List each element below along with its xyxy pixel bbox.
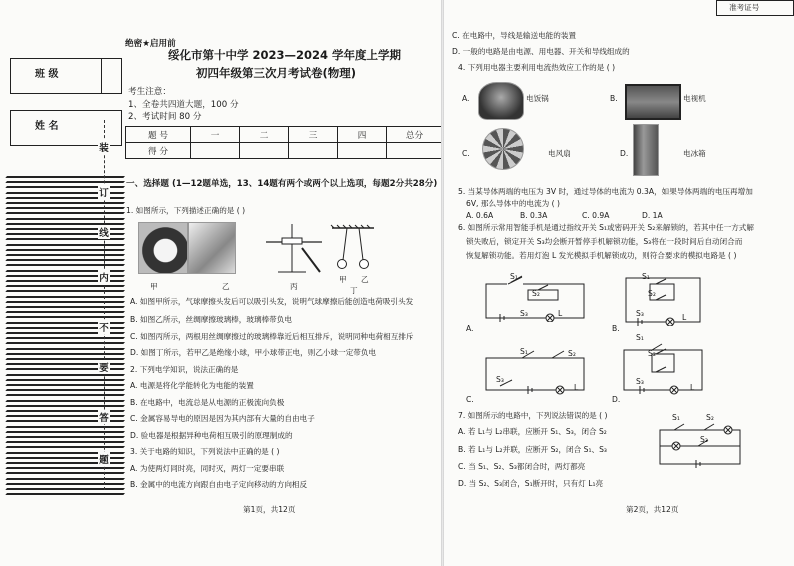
page-fold — [441, 0, 444, 566]
binding-stripe — [5, 348, 125, 350]
admit-number-box — [716, 0, 794, 16]
fig-jia-photo — [138, 222, 188, 274]
circuit-c-s3: S₃ — [496, 375, 504, 384]
binding-stripe — [5, 212, 125, 214]
q7-circuit-s2: S₂ — [706, 413, 714, 422]
binding-char: 内 — [98, 270, 110, 284]
q4-option-a-letter[interactable]: A. — [462, 94, 470, 103]
circuit-d-diagram — [618, 340, 708, 396]
table-cell: 得 分 — [126, 143, 191, 159]
q1-option-c[interactable]: C. 如图丙所示，两根用丝绸摩擦过的玻璃棒靠近后相互排斥，说明同种电荷相互排斥 — [130, 332, 414, 341]
fig-label-bing: 丙 — [290, 282, 298, 291]
q5-option-d[interactable]: D. 1A — [642, 211, 663, 220]
q4-option-b-name: 电视机 — [683, 94, 706, 103]
circuit-a-s3: S₃ — [520, 309, 528, 318]
q6-option-b[interactable]: B. — [612, 324, 620, 333]
binding-stripe — [5, 207, 125, 209]
circuit-c-l: L — [574, 383, 579, 392]
q4-option-d-name: 电冰箱 — [683, 149, 706, 158]
q6-line1: 6. 如图所示常用智能手机是通过指纹开关 S₁或密码开关 S₂来解锁的，若其中任一方式解 — [458, 223, 754, 232]
class-label: 班 级 — [35, 69, 59, 80]
binding-stripe — [5, 342, 125, 344]
q3-stem: 3. 关于电路的知识，下列说法中正确的是 ( ) — [130, 447, 280, 456]
table-cell[interactable] — [338, 143, 387, 159]
television-image — [625, 84, 681, 120]
q3-option-c[interactable]: C. 在电路中，导线是输送电能的装置 — [452, 31, 577, 40]
binding-char: 线 — [98, 225, 110, 239]
q2-option-d[interactable]: D. 验电器是根据异种电荷相互吸引的原理制成的 — [130, 431, 293, 440]
binding-stripe — [5, 176, 125, 178]
binding-stripe — [5, 384, 125, 386]
binding-stripe — [5, 202, 125, 204]
q1-stem: 1. 如图所示，下列描述正确的是 ( ) — [126, 206, 246, 215]
binding-stripe — [5, 311, 125, 313]
note-2: 2、考试时间 80 分 — [128, 112, 202, 122]
q5-line2: 6V, 那么导体中的电流为 ( ) — [466, 199, 560, 208]
circuit-b-s1: S₁ — [642, 272, 650, 281]
binding-stripe — [5, 301, 125, 303]
q5-option-a[interactable]: A. 0.6A — [466, 211, 494, 220]
circuit-b-s3: S₃ — [636, 309, 644, 318]
refrigerator-image — [633, 124, 659, 176]
q7-option-a[interactable]: A. 若 L₁与 L₂串联，应断开 S₁、S₃，闭合 S₂ — [458, 427, 607, 436]
electric-fan-image — [482, 128, 524, 170]
q7-circuit-s1: S₁ — [672, 413, 680, 422]
page-footer-right: 第2页，共12页 — [626, 505, 679, 514]
binding-stripe — [5, 426, 125, 428]
q6-line2: 锁失败后，锁定开关 S₃均会断开暂停手机解锁功能，S₃将在一段时间后自动闭合而 — [466, 237, 743, 246]
q6-option-a[interactable]: A. — [466, 324, 474, 333]
q3-option-a[interactable]: A. 为使两灯同时亮，同时灭，两灯一定要串联 — [130, 464, 285, 473]
circuit-a-s2: S₂ — [532, 289, 540, 298]
q7-option-c[interactable]: C. 当 S₁、S₂、S₃都闭合时，两灯都亮 — [458, 462, 586, 471]
binding-stripe — [5, 244, 125, 246]
binding-stripe — [5, 483, 125, 485]
note-1: 1、全卷共四道大题，100 分 — [128, 100, 239, 110]
binding-stripe — [5, 431, 125, 433]
q5-line1: 5. 当某导体两端的电压为 3V 时，通过导体的电流为 0.3A，如果导体两端的电压再增加 — [458, 187, 753, 196]
circuit-d-s1: S₁ — [636, 333, 644, 342]
binding-stripe — [5, 285, 125, 287]
table-cell: 二 — [240, 127, 289, 143]
fig-label-ding-jia: 甲 — [339, 275, 347, 284]
circuit-a-s1: S₁ — [510, 272, 518, 281]
table-cell: 题 号 — [126, 127, 191, 143]
q3-option-d[interactable]: D. 一般的电路是由电源、用电器、开关和导线组成的 — [452, 47, 630, 56]
binding-stripe — [5, 441, 125, 443]
q6-option-d[interactable]: D. — [612, 395, 621, 404]
q6-option-c[interactable]: C. — [466, 395, 474, 404]
binding-stripe — [5, 218, 125, 220]
page-footer-left: 第1页，共12页 — [243, 505, 296, 514]
q4-stem: 4. 下列用电器主要利用电流热效应工作的是 ( ) — [458, 63, 616, 72]
binding-stripe — [5, 446, 125, 448]
q4-option-d-letter[interactable]: D. — [620, 149, 629, 158]
q4-option-c-letter[interactable]: C. — [462, 149, 470, 158]
circuit-a-l: L — [558, 309, 563, 318]
q5-option-b[interactable]: B. 0.3A — [520, 211, 548, 220]
circuit-c-s2: S₂ — [568, 349, 576, 358]
q7-circuit-s3: S₃ — [700, 435, 708, 444]
notes-title: 考生注意： — [128, 87, 171, 97]
fig-yi-photo — [188, 222, 236, 274]
binding-stripe — [5, 472, 125, 474]
q6-line3: 恢复解锁功能。若用灯泡 L 发光模拟手机解锁成功，则符合要求的模拟电路是 ( ) — [466, 251, 737, 260]
score-header-row — [126, 127, 443, 143]
fig-label-ding: 丁 — [350, 286, 358, 295]
binding-stripe — [5, 249, 125, 251]
binding-stripe — [5, 353, 125, 355]
binding-char: 装 — [98, 140, 110, 154]
q7-stem: 7. 如图所示的电路中，下列说法错误的是 ( ) — [458, 411, 608, 420]
score-value-row — [126, 143, 443, 159]
circuit-b-diagram — [620, 270, 706, 326]
q2-stem: 2. 下列电学知识，说法正确的是 — [130, 365, 239, 374]
table-cell[interactable] — [289, 143, 338, 159]
table-cell: 三 — [289, 127, 338, 143]
circuit-d-l: L — [690, 383, 695, 392]
circuit-b-l: L — [682, 313, 687, 322]
section-1-heading: 一、选择题 (1—12题单选，13、14题有两个或两个以上选项，每题2分共28分) — [126, 179, 438, 189]
fig-label-ding-yi: 乙 — [361, 275, 369, 284]
binding-stripe — [5, 389, 125, 391]
table-cell: 四 — [338, 127, 387, 143]
binding-stripe — [5, 306, 125, 308]
binding-char: 订 — [98, 185, 110, 199]
rice-cooker-image — [478, 82, 524, 120]
exam-title-line1: 绥化市第十中学 2023—2024 学年度上学期 — [168, 48, 402, 62]
class-box-right — [10, 58, 122, 94]
binding-line — [104, 120, 105, 490]
binding-stripe — [5, 316, 125, 318]
q5-option-c[interactable]: C. 0.9A — [582, 211, 610, 220]
fig-label-yi: 乙 — [222, 282, 230, 291]
q4-option-c-name: 电风扇 — [548, 149, 571, 158]
binding-stripe — [5, 467, 125, 469]
binding-stripe — [5, 379, 125, 381]
fig-ding-drawing — [330, 224, 376, 274]
exam-title-line2: 初四年级第三次月考试卷(物理) — [196, 66, 357, 80]
circuit-c-s1: S₁ — [520, 347, 528, 356]
binding-stripe — [5, 400, 125, 402]
binding-char: 答 — [98, 410, 110, 424]
binding-char: 题 — [98, 452, 110, 466]
q4-option-a-name: 电饭锅 — [526, 94, 549, 103]
q1-option-d[interactable]: D. 如图丁所示，若甲乙是绝缘小球，甲小球带正电，则乙小球一定带负电 — [130, 348, 377, 357]
q7-option-b[interactable]: B. 若 L₁与 L₂并联，应断开 S₂，闭合 S₁、S₃ — [458, 445, 607, 454]
circuit-b-s2: S₂ — [648, 289, 656, 298]
table-cell: 一 — [191, 127, 240, 143]
binding-char: 不 — [98, 320, 110, 334]
binding-stripe — [5, 254, 125, 256]
fig-label-jia: 甲 — [150, 282, 158, 291]
q2-option-a[interactable]: A. 电源是将化学能转化为电能的装置 — [130, 381, 254, 390]
binding-stripe — [5, 478, 125, 480]
binding-stripe — [5, 436, 125, 438]
binding-stripe — [5, 493, 125, 495]
binding-stripe — [5, 264, 125, 266]
q2-option-c[interactable]: C. 金属容易导电的原因是因为其内部有大量的自由电子 — [130, 414, 315, 423]
q4-option-b-letter[interactable]: B. — [610, 94, 618, 103]
binding-stripe — [5, 394, 125, 396]
table-cell: 总分 — [387, 127, 443, 143]
binding-stripe — [5, 181, 125, 183]
q1-option-a[interactable]: A. 如图甲所示，气球摩擦头发后可以吸引头发，说明气球摩擦后能创造电荷吸引头发 — [130, 297, 414, 306]
table-cell[interactable] — [191, 143, 240, 159]
binding-stripe — [5, 405, 125, 407]
admit-number-label: 准考证号 — [729, 3, 760, 12]
binding-stripe — [5, 337, 125, 339]
table-cell[interactable] — [240, 143, 289, 159]
table-cell[interactable] — [387, 143, 443, 159]
binding-stripe — [5, 259, 125, 261]
circuit-d-s3: S₃ — [636, 377, 644, 386]
q7-option-d[interactable]: D. 当 S₂、S₃闭合，S₁断开时，只有灯 L₁亮 — [458, 479, 604, 488]
binding-stripe — [5, 290, 125, 292]
binding-stripe — [5, 296, 125, 298]
binding-char: 要 — [98, 360, 110, 374]
secret-mark: 绝密★启用前 — [125, 39, 176, 49]
circuit-d-s2: S₂ — [648, 349, 656, 358]
q2-option-b[interactable]: B. 在电路中，电流总是从电源的正极流向负极 — [130, 398, 285, 407]
fig-bing-drawing — [262, 220, 326, 276]
name-label: 姓 名 — [35, 121, 59, 132]
q7-circuit-diagram — [654, 420, 746, 470]
score-table — [125, 126, 443, 159]
q1-option-b[interactable]: B. 如图乙所示，丝绸摩擦玻璃棒，玻璃棒带负电 — [130, 315, 292, 324]
q3-option-b[interactable]: B. 金属中的电流方向跟自由电子定向移动的方向相反 — [130, 480, 308, 489]
binding-stripe — [5, 488, 125, 490]
